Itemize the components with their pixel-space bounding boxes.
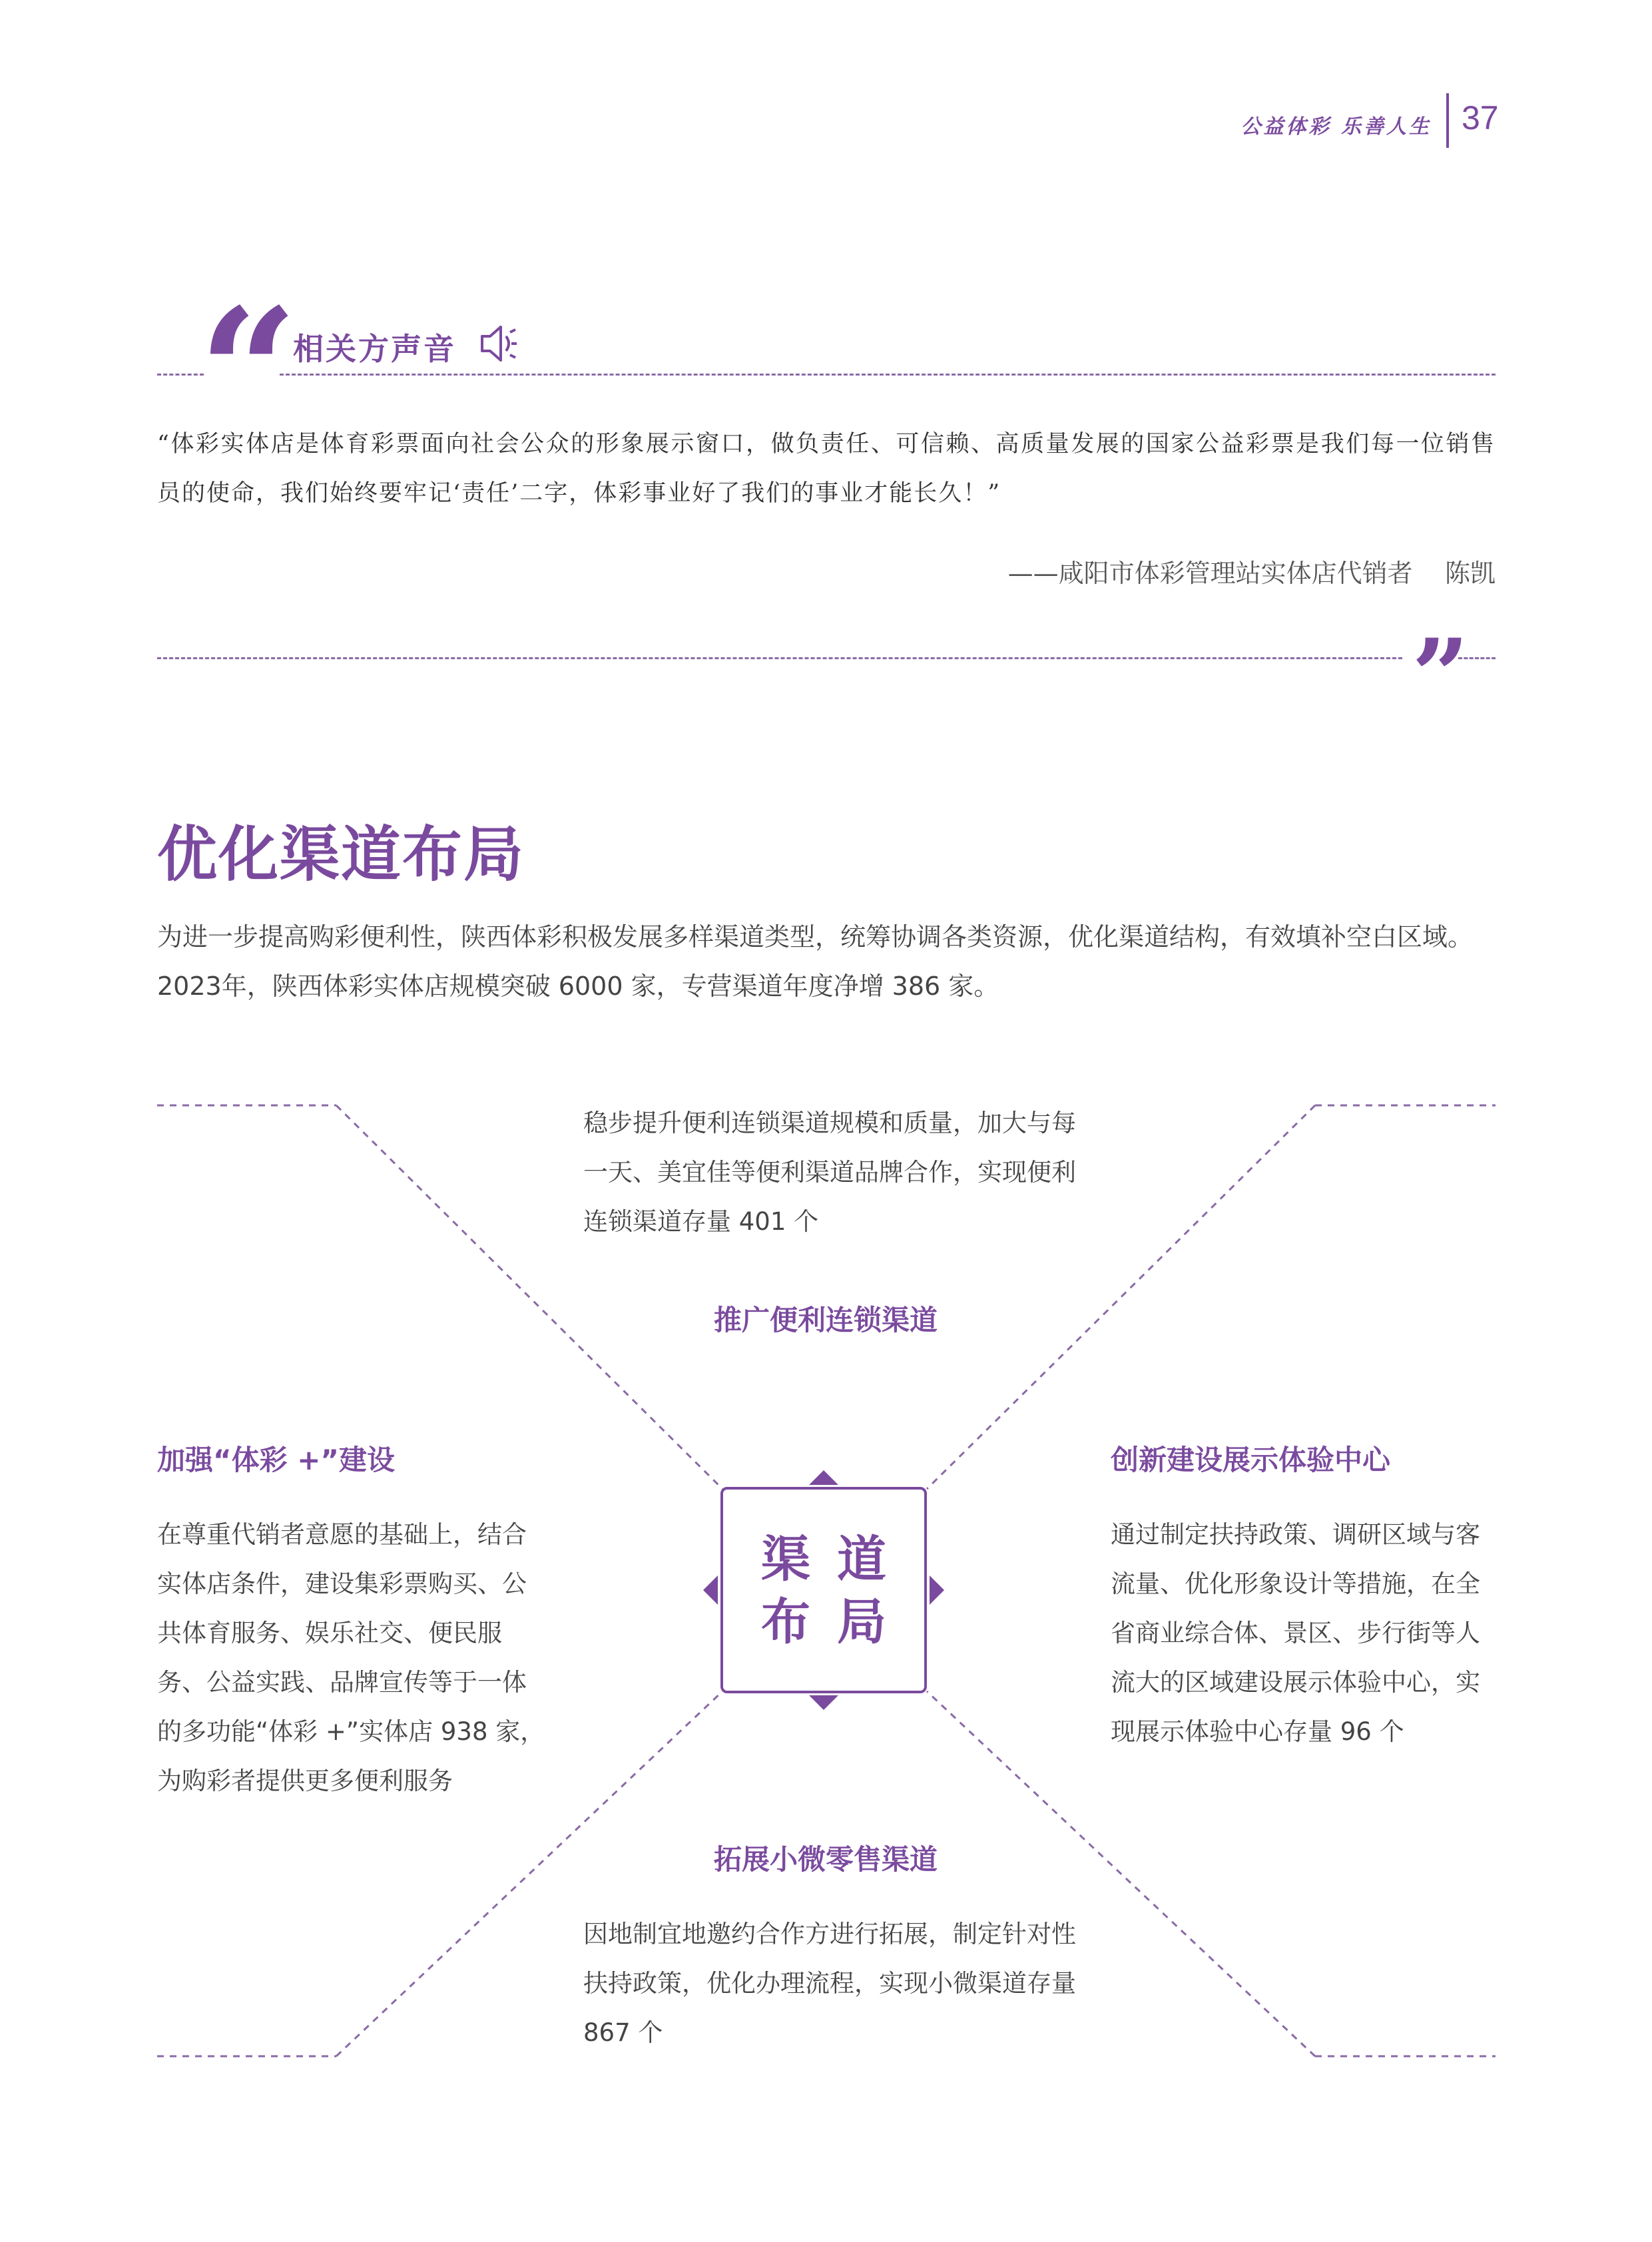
top-block-title: 推广便利连锁渠道	[713, 1304, 938, 1336]
voice-title: 相关方声音	[293, 331, 456, 367]
section-title: 优化渠道布局	[157, 820, 525, 890]
top-block-text: 稳步提升便利连锁渠道规模和质量，加大与每一天、美宜佳等便利渠道品牌合作，实现便利连锁渠道存量 401 个	[583, 1109, 1076, 1236]
center-label-line2: 布局	[761, 1593, 913, 1651]
channel-layout-label	[720, 1528, 927, 1653]
section-intro: 为进一步提高购彩便利性，陕西体彩积极发展多样渠道类型，统筹协调各类资源，优化渠道结构，有效填补空白区域。2023年，陕西体彩实体店规模突破 6000 家，专营渠道年度净增 386 家。	[157, 922, 1474, 1001]
bottom-block-text: 因地制宜地邀约合作方进行拓展，制定针对性扶持政策，优化办理流程，实现小微渠道存量 867 个	[583, 1920, 1076, 2047]
quote-text: “体彩实体店是体育彩票面向社会公众的形象展示窗口，做负责任、可信赖、高质量发展的国家公益彩票是我们每一位销售员的使命，我们始终要牢记‘责任’二字，体彩事业好了我们的事业才能长久！”	[157, 431, 1496, 507]
right-block-text: 通过制定扶持政策、调研区域与客流量、优化形象设计等措施，在全省商业综合体、景区、步行街等人流大的区域建设展示体验中心，实现展示体验中心存量 96 个	[1111, 1520, 1480, 1746]
bottom-block-title: 拓展小微零售渠道	[713, 1843, 938, 1876]
open-quote-icon: “	[198, 271, 298, 474]
right-block-title: 创新建设展示体验中心	[1111, 1444, 1391, 1476]
header-slogan: 公益体彩 乐善人生	[1240, 115, 1432, 139]
left-block-text: 在尊重代销者意愿的基础上，结合实体店条件，建设集彩票购买、公共体育服务、娱乐社交、便民服务、公益实践、品牌宣传等于一体的多功能“体彩 +”实体店 938 家，为购彩者提供更多便利服务	[157, 1520, 545, 1795]
left-block-title: 加强“体彩 +”建设	[157, 1444, 396, 1476]
center-label-line1: 渠道	[761, 1531, 913, 1588]
quote-source: ——咸阳市体彩管理站实体店代销者 陈凯	[1007, 559, 1496, 588]
page-number: 37	[1462, 99, 1499, 137]
close-quote-icon: ”	[1412, 617, 1470, 734]
